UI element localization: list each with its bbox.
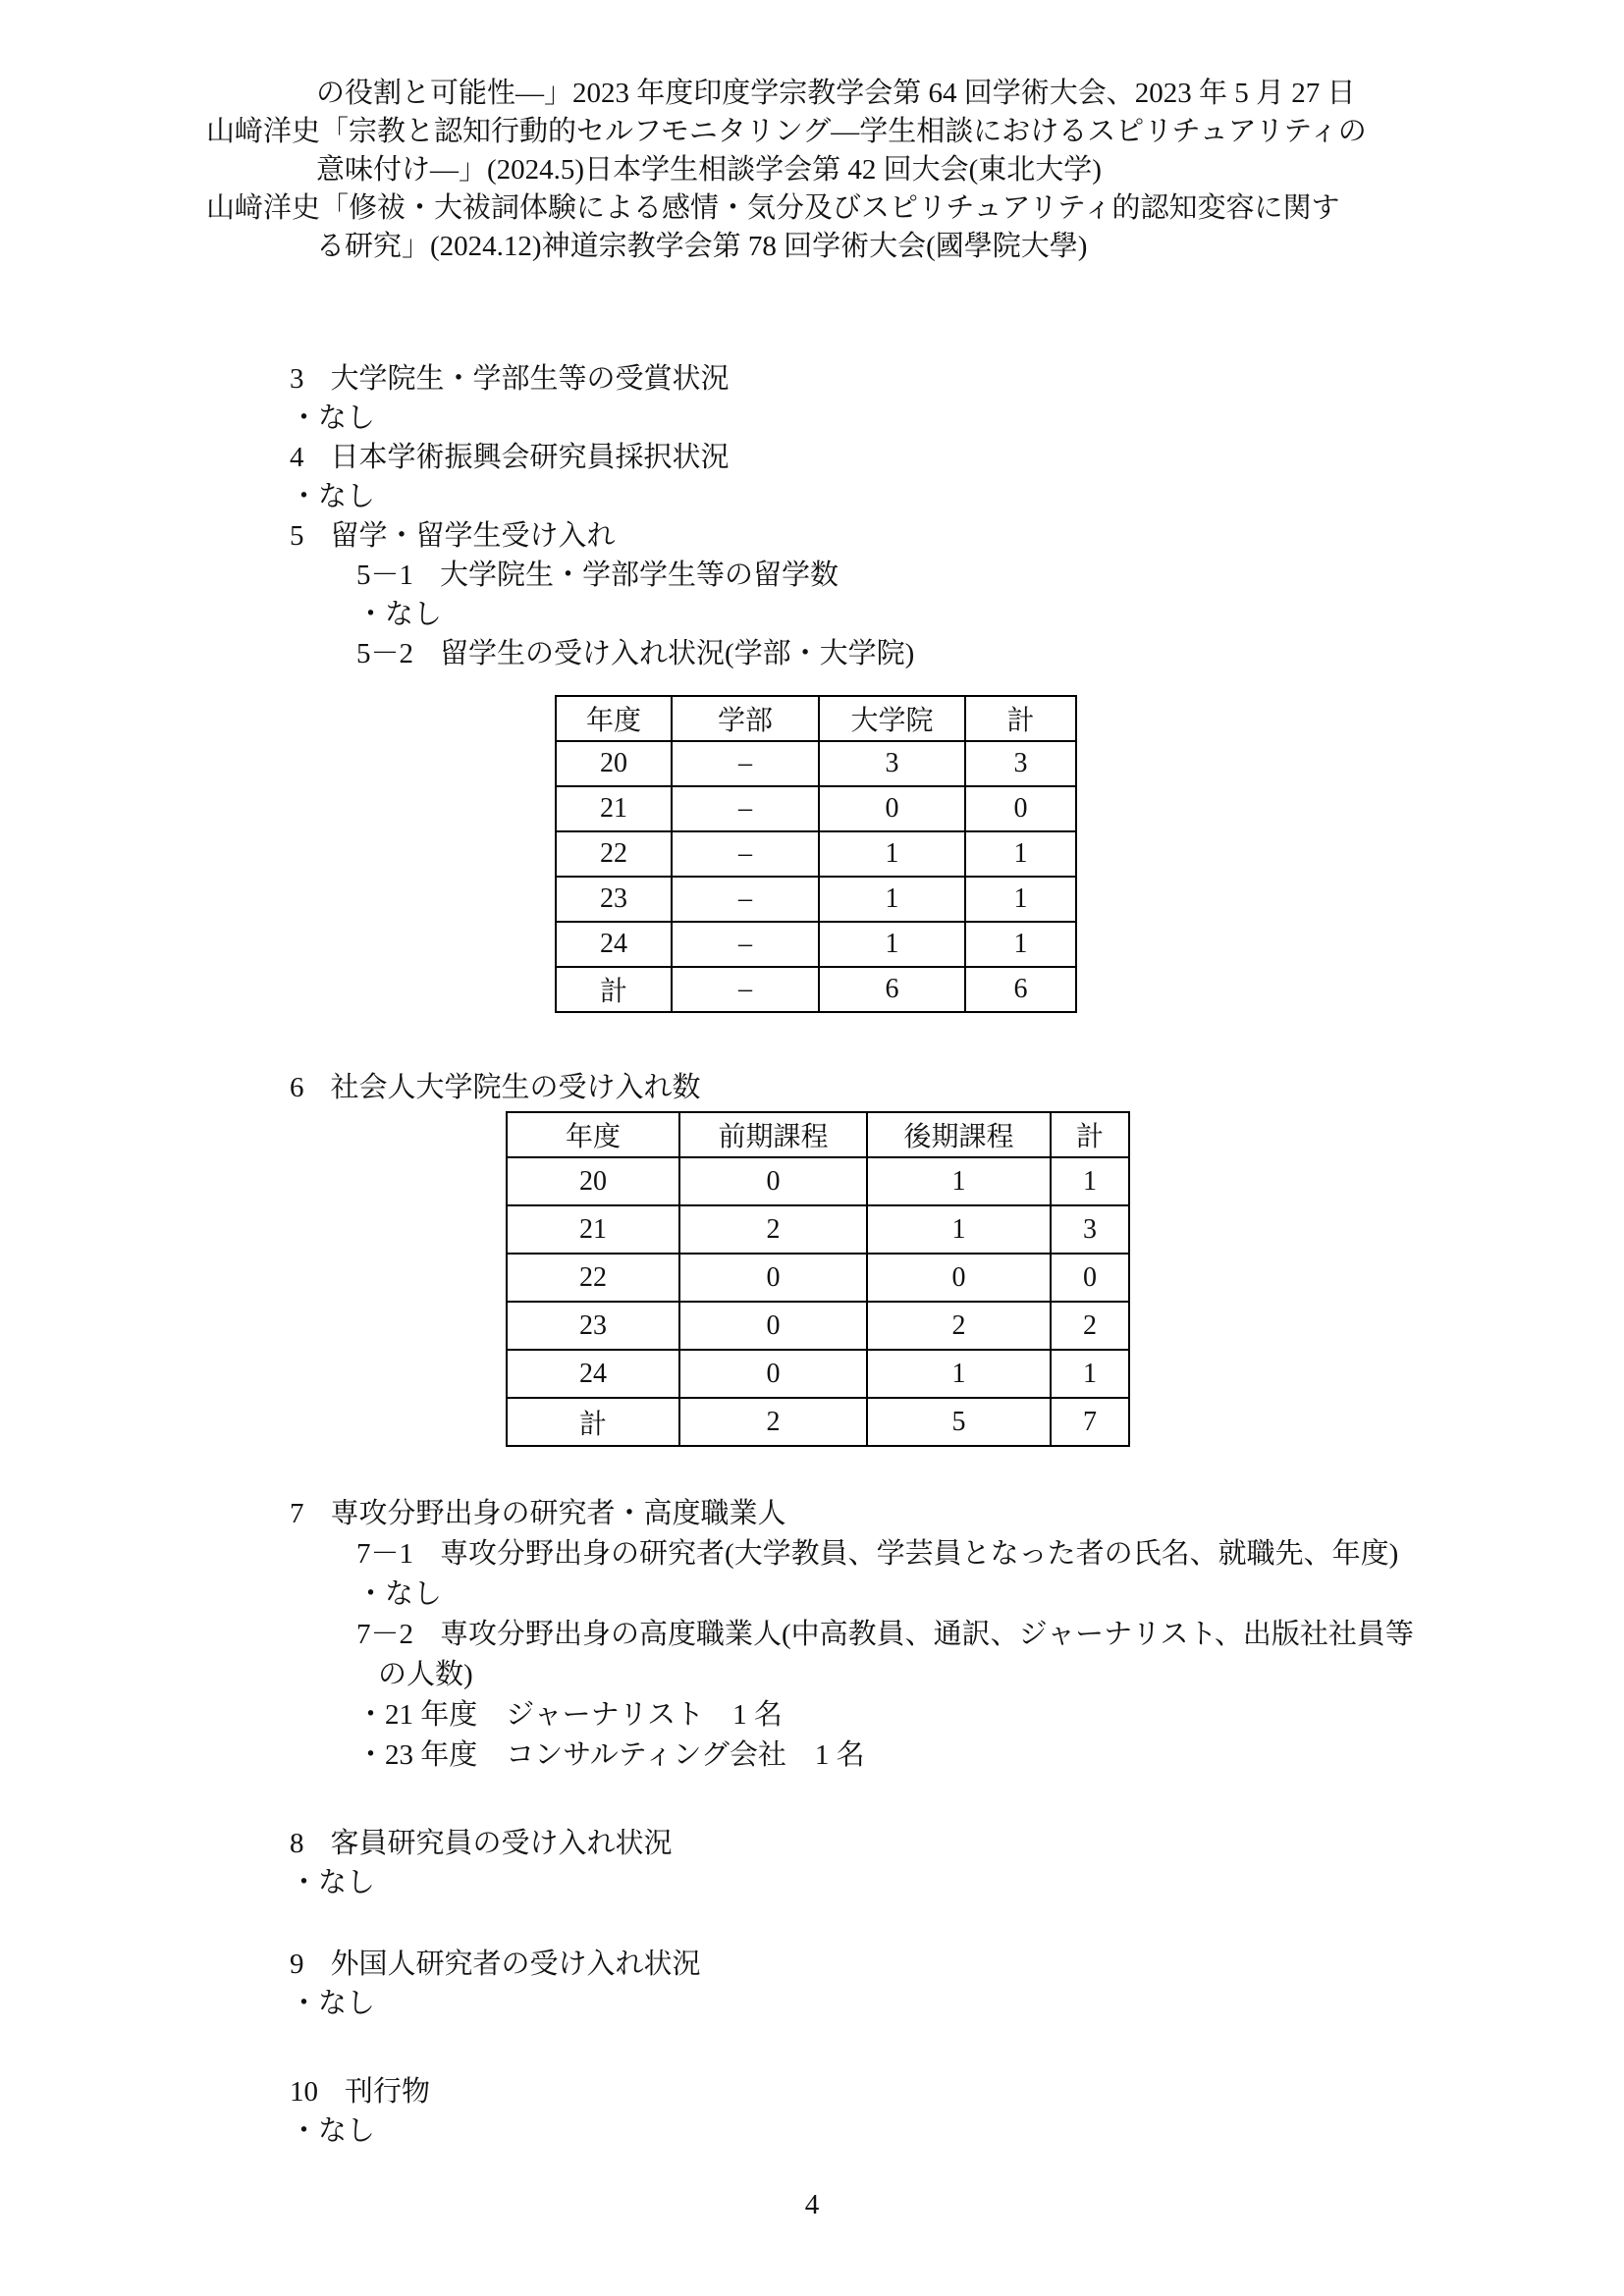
section-title: 社会人大学院生の受け入れ数 <box>330 1072 701 1103</box>
section-title: 専攻分野出身の研究者・高度職業人 <box>330 1498 786 1529</box>
table-cell: 5 <box>867 1398 1051 1446</box>
table-cell: 0 <box>965 786 1076 831</box>
section-8-block <box>290 1824 673 1902</box>
table-cell: – <box>672 831 819 877</box>
section-heading-7 <box>290 1494 1414 1534</box>
table-cell: 2 <box>867 1302 1051 1350</box>
table-header-cell: 計 <box>1051 1112 1129 1157</box>
subsection-title: 留学生の受け入れ状況(学部・大学院) <box>440 638 915 669</box>
table-cell: – <box>672 741 819 786</box>
table-cell: 1 <box>965 831 1076 877</box>
subsection-title: 専攻分野出身の研究者(大学教員、学芸員となった者の氏名、就職先、年度) <box>440 1538 1399 1570</box>
none-item: ・なし <box>356 599 443 630</box>
none-item: ・なし <box>290 2115 376 2147</box>
table-row <box>507 1254 1129 1302</box>
section-title: 客員研究員の受け入れ状況 <box>330 1828 673 1859</box>
table-row <box>507 1205 1129 1254</box>
section-number: 10 <box>290 2076 318 2108</box>
subsection-number: 7－1 <box>356 1538 414 1570</box>
section-number: 3 <box>290 363 304 395</box>
table-cell: 1 <box>965 877 1076 922</box>
none-item: ・なし <box>356 1578 443 1610</box>
foreign-students-table <box>555 695 1077 1013</box>
none-item: ・なし <box>290 402 376 434</box>
table-total-row <box>556 967 1076 1012</box>
table-cell: – <box>672 877 819 922</box>
section-heading-4 <box>290 438 914 477</box>
subsection-title: 大学院生・学部学生等の留学数 <box>440 560 839 591</box>
table-cell: – <box>672 967 819 1012</box>
subsection-heading-5-1 <box>290 556 914 595</box>
bibliography-line: の役割と可能性―」2023 年度印度学宗教学会第 64 回学術大会、2023 年 5 月 27 日 <box>316 78 1356 109</box>
table-cell: 20 <box>556 741 672 786</box>
table-row <box>556 741 1076 786</box>
table-cell: 0 <box>1051 1254 1129 1302</box>
table-cell: 計 <box>556 967 672 1012</box>
section-number: 8 <box>290 1828 304 1859</box>
table-cell: 0 <box>867 1254 1051 1302</box>
subsection-number: 5－2 <box>356 638 414 669</box>
table-cell: 22 <box>507 1254 679 1302</box>
section-title: 外国人研究者の受け入れ状況 <box>330 1949 701 1980</box>
subsection-title: 専攻分野出身の高度職業人(中高教員、通訳、ジャーナリスト、出版社社員等 <box>440 1619 1414 1650</box>
table-cell: 3 <box>965 741 1076 786</box>
table-total-row <box>507 1398 1129 1446</box>
table-row <box>507 1157 1129 1205</box>
table-cell: 21 <box>556 786 672 831</box>
section-heading-9 <box>290 1945 701 1984</box>
section-number: 6 <box>290 1072 304 1103</box>
subsection-title-continuation: の人数) <box>378 1659 473 1690</box>
table-cell: 1 <box>819 877 965 922</box>
table-cell: 0 <box>679 1254 867 1302</box>
table-cell: 1 <box>867 1157 1051 1205</box>
table-row <box>507 1302 1129 1350</box>
table-header-cell: 年度 <box>556 696 672 741</box>
section-heading-3 <box>290 359 914 399</box>
none-item: ・なし <box>290 1988 376 2019</box>
list-item: ・21 年度 ジャーナリスト 1 名 <box>356 1699 783 1731</box>
adult-grad-students-table <box>506 1111 1130 1447</box>
table-header-cell: 学部 <box>672 696 819 741</box>
section-heading-5 <box>290 516 914 556</box>
table-header-cell: 計 <box>965 696 1076 741</box>
table-header-row <box>556 696 1076 741</box>
section-9-block <box>290 1945 701 2023</box>
table-cell: 6 <box>819 967 965 1012</box>
table-cell: 1 <box>867 1205 1051 1254</box>
section-10-block <box>290 2072 430 2151</box>
table-cell: 2 <box>1051 1302 1129 1350</box>
section-heading-10 <box>290 2072 430 2111</box>
section-number: 4 <box>290 442 304 473</box>
list-item: ・23 年度 コンサルティング会社 1 名 <box>356 1739 865 1771</box>
bibliography-line: 山﨑洋史「修祓・大祓詞体験による感情・気分及びスピリチュアリティ的認知変容に関す <box>206 192 1340 224</box>
table-cell: 1 <box>1051 1350 1129 1398</box>
subsection-number: 7－2 <box>356 1619 414 1650</box>
table-cell: 3 <box>1051 1205 1129 1254</box>
table-cell: 21 <box>507 1205 679 1254</box>
table-cell: 1 <box>965 922 1076 967</box>
section-title: 刊行物 <box>345 2076 431 2108</box>
subsection-heading-7-2 <box>290 1615 1414 1655</box>
table-cell: 1 <box>819 922 965 967</box>
table-cell: 1 <box>1051 1157 1129 1205</box>
table-cell: 0 <box>679 1350 867 1398</box>
section-number: 7 <box>290 1498 304 1529</box>
table-cell: 1 <box>819 831 965 877</box>
table-cell: 24 <box>507 1350 679 1398</box>
table-cell: 6 <box>965 967 1076 1012</box>
table-cell: 0 <box>679 1157 867 1205</box>
subsection-heading-5-2 <box>290 634 914 673</box>
table-cell: 22 <box>556 831 672 877</box>
table-row <box>556 831 1076 877</box>
table-cell: – <box>672 786 819 831</box>
table-cell: 3 <box>819 741 965 786</box>
section-number: 9 <box>290 1949 304 1980</box>
table-cell: 0 <box>819 786 965 831</box>
table-cell: 2 <box>679 1205 867 1254</box>
table-cell: 23 <box>556 877 672 922</box>
bibliography-block <box>206 75 1367 266</box>
table-cell: 7 <box>1051 1398 1129 1446</box>
bibliography-line: 山﨑洋史「宗教と認知行動的セルフモニタリング―学生相談におけるスピリチュアリティの <box>206 116 1367 147</box>
section-heading-6 <box>290 1068 701 1107</box>
section-heading-8 <box>290 1824 673 1863</box>
section-7-block <box>290 1494 1414 1776</box>
table-row <box>556 786 1076 831</box>
section-number: 5 <box>290 520 304 552</box>
table-header-cell: 前期課程 <box>679 1112 867 1157</box>
table-header-row <box>507 1112 1129 1157</box>
table-cell: – <box>672 922 819 967</box>
table-cell: 23 <box>507 1302 679 1350</box>
bibliography-line: 意味付け―」(2024.5)日本学生相談学会第 42 回大会(東北大学) <box>316 154 1102 186</box>
table-header-cell: 年度 <box>507 1112 679 1157</box>
table-header-cell: 後期課程 <box>867 1112 1051 1157</box>
table-cell: 計 <box>507 1398 679 1446</box>
table-cell: 20 <box>507 1157 679 1205</box>
table-row <box>507 1350 1129 1398</box>
table-cell: 24 <box>556 922 672 967</box>
sections-3-to-5-block <box>290 359 914 673</box>
section-title: 大学院生・学部生等の受賞状況 <box>330 363 730 395</box>
subsection-number: 5－1 <box>356 560 414 591</box>
none-item: ・なし <box>290 1867 376 1898</box>
page-number: 4 <box>804 2189 820 2220</box>
subsection-heading-7-1 <box>290 1534 1414 1575</box>
table-cell: 0 <box>679 1302 867 1350</box>
table-cell: 2 <box>679 1398 867 1446</box>
bibliography-line: る研究」(2024.12)神道宗教学会第 78 回学術大会(國學院大學) <box>316 231 1088 262</box>
table-cell: 1 <box>867 1350 1051 1398</box>
none-item: ・なし <box>290 481 376 512</box>
table-header-cell: 大学院 <box>819 696 965 741</box>
section-title: 日本学術振興会研究員採択状況 <box>330 442 730 473</box>
section-title: 留学・留学生受け入れ <box>330 520 616 552</box>
table-row <box>556 877 1076 922</box>
table-row <box>556 922 1076 967</box>
